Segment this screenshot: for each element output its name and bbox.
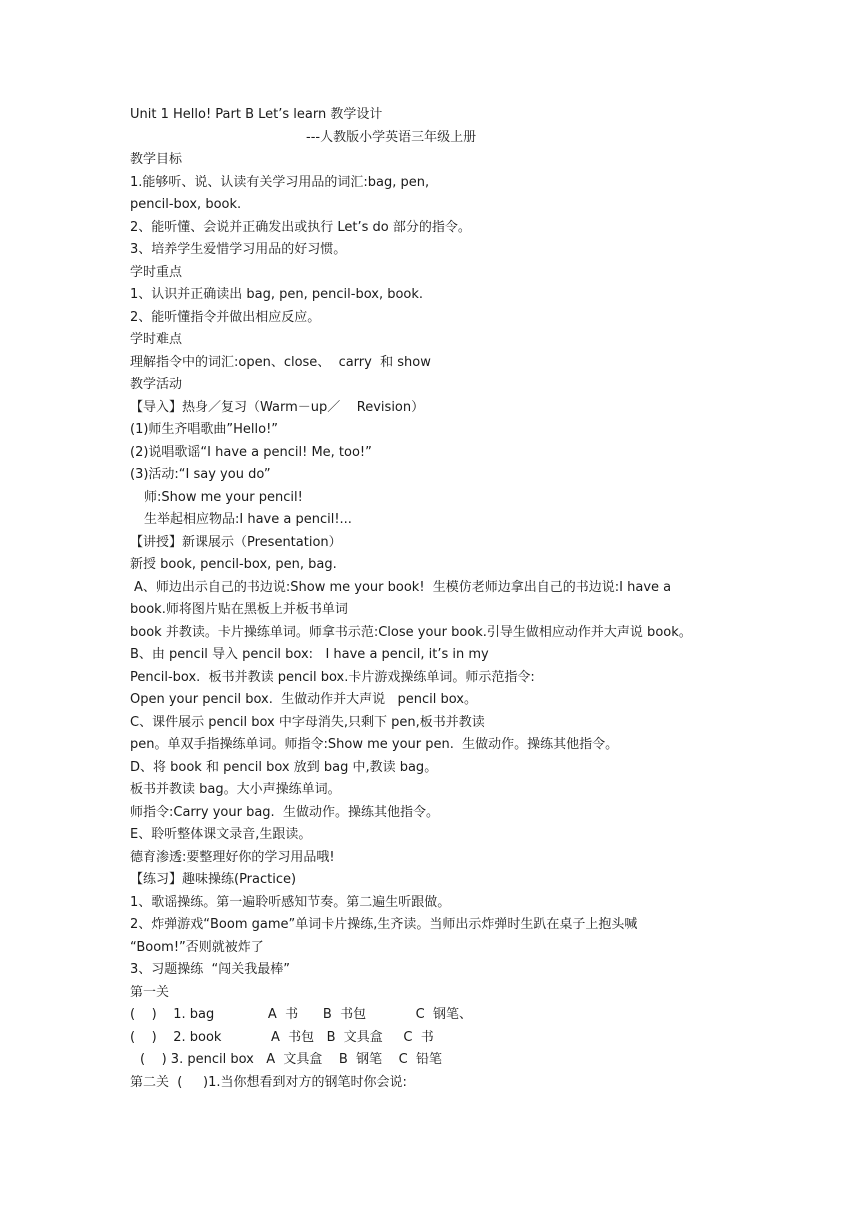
quiz-item: ( ) 3. pencil box A 文具盒 B 钢笔 C 铅笔 [140,1052,442,1067]
activity-line: (2)说唱歌谣“I have a pencil! Me, too!” [130,444,372,460]
document-subtitle: ---人教版小学英语三年级上册 [306,129,477,145]
activity-line: 师指令:Carry your bag. 生做动作。操练其他指令。 [130,804,439,820]
document-page [130,104,742,1094]
document-title: Unit 1 Hello! Part B Let’s learn 教学设计 [130,107,383,122]
practice-line: 2、炸弹游戏“Boom game”单词卡片操练,生齐读。当师出示炸弹时生趴在桌子上抱头喊 [130,917,638,932]
section-heading-difficulties: 学时难点 [130,332,183,347]
quiz-item: ( ) 1. bag A 书 B 书包 C 钢笔、 [130,1007,472,1022]
activity-line: Open your pencil box. 生做动作并大声说 pencil box。 [130,692,477,707]
activity-heading-practice: 【练习】趣味操练(Practice) [130,872,297,887]
key-point-line: 2、能听懂指令并做出相应反应。 [130,309,321,325]
activity-line: A、师边出示自己的书边说:Show me your book! 生模仿老师边拿出自己的书边说:I have a [134,579,672,595]
quiz-item: ( ) 2. book A 书包 B 文具盒 C 书 [130,1029,434,1045]
level-two-heading: 第二关 ( )1.当你想看到对方的钢笔时你会说: [130,1074,407,1090]
key-point-line: 1、认识并正确读出 bag, pen, pencil-box, book. [130,287,424,302]
practice-line: “Boom!”否则就被炸了 [130,939,264,955]
activity-line: 生举起相应物品:I have a pencil!... [144,512,352,527]
activity-line: book 并教读。卡片操练单词。师拿书示范:Close your book.引导生做相应动作并大声说 book。 [130,624,692,640]
objective-line: pencil-box, book. [130,197,242,212]
activity-line: book.师将图片贴在黑板上并板书单词 [130,602,348,617]
practice-line: 1、歌谣操练。第一遍聆听感知节奏。第二遍生听跟做。 [130,894,451,910]
activity-heading-warmup: 【导入】热身／复习（Warm－up／ Revision） [130,399,425,415]
level-one-heading: 第一关 [130,984,170,1000]
objective-line: 1.能够听、说、认读有关学习用品的词汇:bag, pen, [130,174,430,190]
activity-line: (3)活动:“I say you do” [130,467,271,482]
activity-line: E、聆听整体课文录音,生跟读。 [130,827,312,842]
section-heading-objectives: 教学目标 [130,152,183,167]
activity-line: D、将 book 和 pencil box 放到 bag 中,教读 bag。 [130,759,438,775]
activity-line: C、课件展示 pencil box 中字母消失,只剩下 pen,板书并教读 [130,714,485,730]
activity-line: (1)师生齐唱歌曲”Hello!” [130,422,279,437]
objective-line: 3、培养学生爱惜学习用品的好习惯。 [130,242,347,257]
difficulty-line: 理解指令中的词汇:open、close、 carry 和 show [130,354,431,370]
activity-line: 板书并教读 bag。大小声操练单词。 [130,782,341,797]
objective-line: 2、能听懂、会说并正确发出或执行 Let’s do 部分的指令。 [130,219,471,235]
activity-line: pen。单双手指操练单词。师指令:Show me your pen. 生做动作。操练其他指令。 [130,737,619,752]
activity-line: 德育渗透:要整理好你的学习用品哦! [130,849,335,865]
activity-line: Pencil-box. 板书并教读 pencil box.卡片游戏操练单词。师示范指令: [130,669,535,685]
activity-heading-presentation: 【讲授】新课展示（Presentation） [130,534,342,550]
practice-line: 3、习题操练 “闯关我最棒” [130,962,291,977]
section-heading-key-points: 学时重点 [130,264,183,280]
activity-line: 新授 book, pencil-box, pen, bag. [130,557,337,572]
section-heading-activities: 教学活动 [130,377,183,392]
activity-line: 师:Show me your pencil! [144,489,303,505]
activity-line: B、由 pencil 导入 pencil box: I have a pencil, it’s in my [130,647,489,662]
